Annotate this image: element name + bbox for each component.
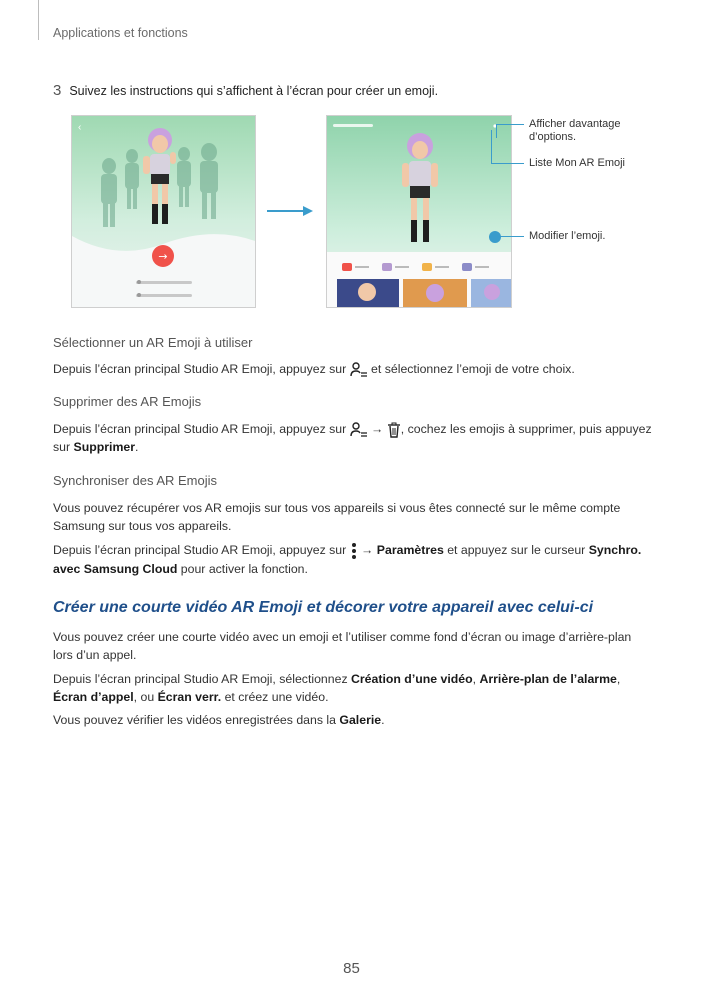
text-sync-part1: Depuis l’écran principal Studio AR Emoji, appuyez sur <box>53 543 350 557</box>
callout-more-options: Afficher davantage d’options. <box>529 118 621 143</box>
paragraph-delete <box>53 420 653 456</box>
create-emoji-illustration <box>72 116 255 307</box>
paragraph-select <box>53 360 653 378</box>
section-title-select: Sélectionner un AR Emoji à utiliser <box>53 335 253 350</box>
text-video-gallery-part1: Vous pouvez vérifier les vidéos enregistrées dans la <box>53 713 340 727</box>
callout-line-options <box>496 124 524 125</box>
my-emoji-list-icon <box>350 422 368 438</box>
callout-my-emoji-list: Liste Mon AR Emoji <box>529 157 625 169</box>
callout-line-edit <box>500 236 524 237</box>
text-sync-part2: et appuyez sur le curseur <box>443 543 589 557</box>
text-video-alarm-bg: Arrière-plan de l’alarme <box>479 672 617 686</box>
text-delete-part1: Depuis l’écran principal Studio AR Emoji, appuyez sur <box>53 422 350 436</box>
text-video-part1: Depuis l’écran principal Studio AR Emoji, sélectionnez <box>53 672 352 686</box>
paragraph-sync-1: Vous pouvez récupérer vos AR emojis sur tous vos appareils si vous êtes connecté sur le même compte Samsung sur tous vos appareils. <box>53 501 621 533</box>
text-video-sep2: , <box>616 672 621 686</box>
screenshot-emoji-studio <box>326 115 512 308</box>
section-title-video: Créer une courte vidéo AR Emoji et décorer votre appareil avec celui-ci <box>53 599 594 616</box>
next-arrow-icon <box>267 205 313 217</box>
trash-icon <box>387 422 401 438</box>
step-instruction <box>53 82 438 99</box>
callout-line-list-vertical <box>491 130 492 163</box>
text-video-part2: et créez une vidéo. <box>221 690 329 704</box>
step-number: 3 <box>53 82 62 99</box>
text-sync-samsung-cloud: Synchro. avec Samsung Cloud <box>53 543 642 576</box>
paragraph-video-3 <box>53 711 653 729</box>
callout-edit-emoji: Modifier l’emoji. <box>529 230 606 242</box>
page-header: Applications et fonctions <box>53 26 188 40</box>
text-video-sep1: , <box>472 672 480 686</box>
text-sync-part3: pour activer la fonction. <box>177 561 308 576</box>
more-options-icon <box>350 542 358 560</box>
step-text: Suivez les instructions qui s’affichent à l’écran pour créer un emoji. <box>69 84 439 98</box>
callout-line-options-vertical <box>496 124 497 138</box>
svg-text:‹: ‹ <box>78 122 82 133</box>
text-delete-arrow: → <box>367 422 387 436</box>
my-emoji-list-icon <box>350 362 368 378</box>
text-delete-part2: , cochez les emojis à supprimer, puis appuyez sur <box>53 422 652 454</box>
text-video-call-screen: Écran d’appel <box>53 690 134 704</box>
paragraph-video-2 <box>53 670 648 706</box>
text-delete-button-name: Supprimer <box>73 440 135 454</box>
section-title-delete: Supprimer des AR Emojis <box>53 394 202 409</box>
header-divider <box>38 0 39 40</box>
svg-text:→: → <box>158 250 168 263</box>
text-video-create: Création d’une vidéo <box>351 672 473 686</box>
text-select-part1: Depuis l’écran principal Studio AR Emoji, appuyez sur <box>53 362 350 376</box>
page-number: 85 <box>343 960 360 977</box>
text-sync-settings: Paramètres <box>376 543 444 557</box>
paragraph-sync-2 <box>53 541 643 578</box>
text-video-sep3: , ou <box>133 690 158 704</box>
callout-line-list <box>491 163 524 164</box>
section-title-sync: Synchroniser des AR Emojis <box>53 473 218 488</box>
text-select-part2: et sélectionnez l’emoji de votre choix. <box>367 362 575 376</box>
emoji-studio-illustration <box>327 116 511 307</box>
text-video-gallery: Galerie <box>339 713 382 727</box>
text-delete-end: . <box>135 440 139 454</box>
text-video-lock-screen: Écran verr. <box>157 690 222 704</box>
text-video-gallery-end: . <box>381 713 385 727</box>
text-sync-arrow: → <box>357 543 377 557</box>
paragraph-video-1: Vous pouvez créer une courte vidéo avec un emoji et l’utiliser comme fond d’écran ou image d’arrière-plan lors d’un appel. <box>53 630 632 662</box>
screenshot-create-emoji <box>71 115 256 308</box>
